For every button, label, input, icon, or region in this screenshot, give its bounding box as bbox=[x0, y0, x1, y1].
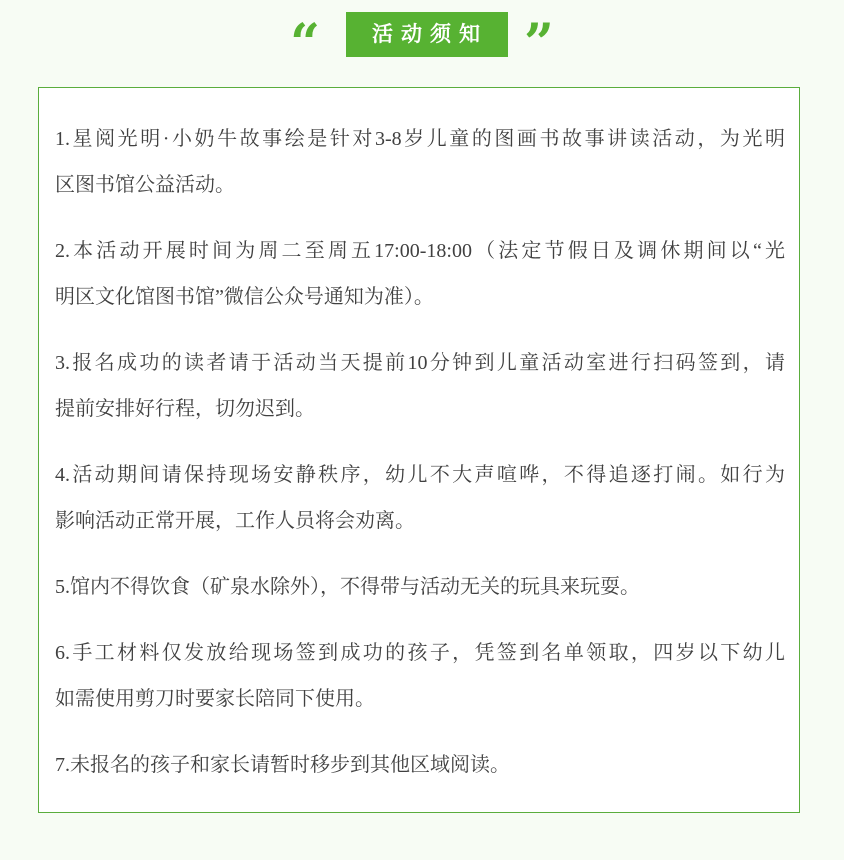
notice-line: 1.星阅光明·小奶牛故事绘是针对3-8岁儿童的图画书故事讲读活动，为光明 bbox=[55, 128, 785, 150]
notice-box bbox=[38, 87, 800, 813]
notice-item bbox=[55, 564, 785, 610]
notice-item bbox=[55, 452, 785, 544]
notice-title-badge: 活动须知 bbox=[346, 12, 508, 57]
notice-line: 4.活动期间请保持现场安静秩序，幼儿不大声喧哗，不得追逐打闹。如行为 bbox=[55, 464, 785, 486]
notice-line: 提前安排好行程，切勿迟到。 bbox=[55, 398, 315, 420]
notice-item bbox=[55, 340, 785, 432]
notice-line: 3.报名成功的读者请于活动当天提前10分钟到儿童活动室进行扫码签到，请 bbox=[55, 352, 785, 374]
open-quote-decoration: “ bbox=[290, 13, 320, 74]
notice-line: 5.馆内不得饮食（矿泉水除外），不得带与活动无关的玩具来玩耍。 bbox=[55, 576, 640, 598]
notice-line: 影响活动正常开展，工作人员将会劝离。 bbox=[55, 510, 415, 532]
notice-item bbox=[55, 116, 785, 208]
notice-line: 2.本活动开展时间为周二至周五17:00-18:00（法定节假日及调休期间以“光 bbox=[55, 240, 785, 262]
notice-header bbox=[0, 10, 844, 74]
notice-item bbox=[55, 228, 785, 320]
notice-line: 区图书馆公益活动。 bbox=[55, 174, 235, 196]
notice-line: 6.手工材料仅发放给现场签到成功的孩子，凭签到名单领取，四岁以下幼儿 bbox=[55, 642, 785, 664]
notice-line: 如需使用剪刀时要家长陪同下使用。 bbox=[55, 688, 375, 710]
close-quote-decoration: ” bbox=[524, 13, 554, 74]
notice-line: 明区文化馆图书馆”微信公众号通知为准）。 bbox=[55, 286, 434, 308]
notice-line: 7.未报名的孩子和家长请暂时移步到其他区域阅读。 bbox=[55, 754, 510, 776]
notice-item bbox=[55, 630, 785, 722]
notice-item bbox=[55, 742, 785, 788]
